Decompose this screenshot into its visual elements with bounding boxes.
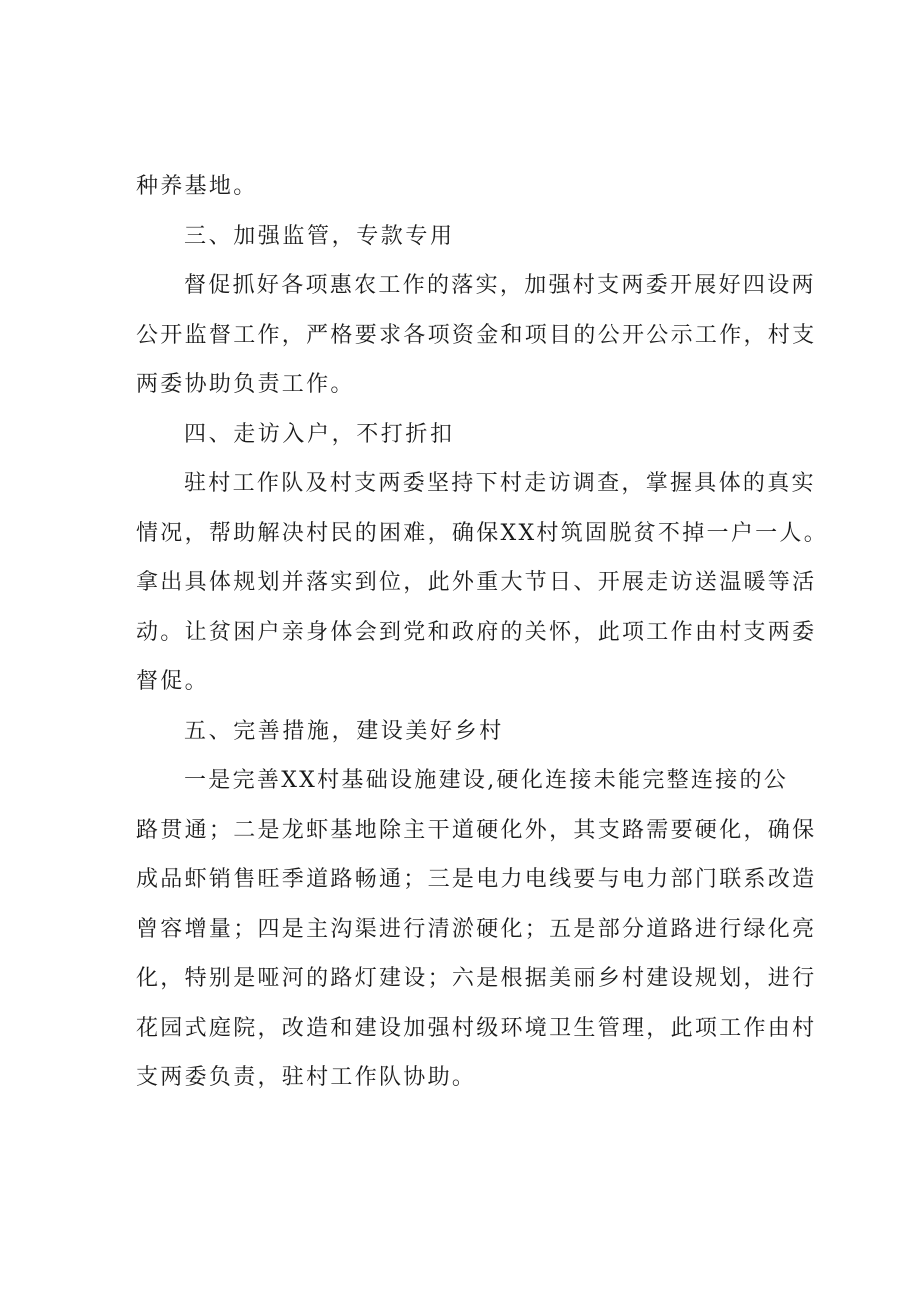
- paragraph-line: 一是完善XX村基础设施建设,硬化连接未能完整连接的公: [184, 768, 789, 793]
- paragraph-line: 督促抓好各项惠农工作的落实，加强村支两委开展好四设两: [184, 273, 816, 298]
- paragraph-line: 曾容增量；四是主沟渠进行清淤硬化；五是部分道路进行绿化亮: [136, 916, 817, 942]
- paragraph-line: 驻村工作队及村支两委坚持下村走访调查，掌握具体的真实: [184, 471, 816, 496]
- paragraph-line-continuation: 种养基地。: [136, 174, 258, 199]
- paragraph-line: 两委协助负责工作。: [136, 372, 355, 397]
- section-heading-5: 五、完善措施，建设美好乡村: [184, 718, 504, 744]
- paragraph-line: 化，特别是哑河的路灯建设；六是根据美丽乡村建设规划，进行: [136, 966, 817, 991]
- paragraph-line: 动。让贫困户亲身体会到党和政府的关怀，此项工作由村支两委: [136, 619, 817, 645]
- section-heading-4: 四、走访入户，不打折扣: [184, 421, 455, 447]
- paragraph-line: 情况，帮助解决村民的困难，确保XX村筑固脱贫不掉一户一人。: [136, 520, 829, 546]
- paragraph-line: 成品虾销售旺季道路畅通；三是电力电线要与电力部门联系改造: [136, 867, 817, 892]
- paragraph-line: 路贯通；二是龙虾基地除主干道硬化外，其支路需要硬化，确保: [136, 817, 817, 843]
- section-heading-3: 三、加强监管，专款专用: [184, 223, 455, 249]
- paragraph-line: 花园式庭院，改造和建设加强村级环境卫生管理，此项工作由村: [136, 1015, 817, 1041]
- paragraph-line: 拿出具体规划并落实到位，此外重大节日、开展走访送温暖等活: [136, 570, 817, 595]
- paragraph-line: 公开监督工作，严格要求各项资金和项目的公开公示工作，村支: [136, 322, 817, 348]
- paragraph-line: 督促。: [136, 669, 209, 694]
- document-body: [136, 162, 829, 1103]
- paragraph-line: 支两委负责，驻村工作队协助。: [136, 1065, 477, 1090]
